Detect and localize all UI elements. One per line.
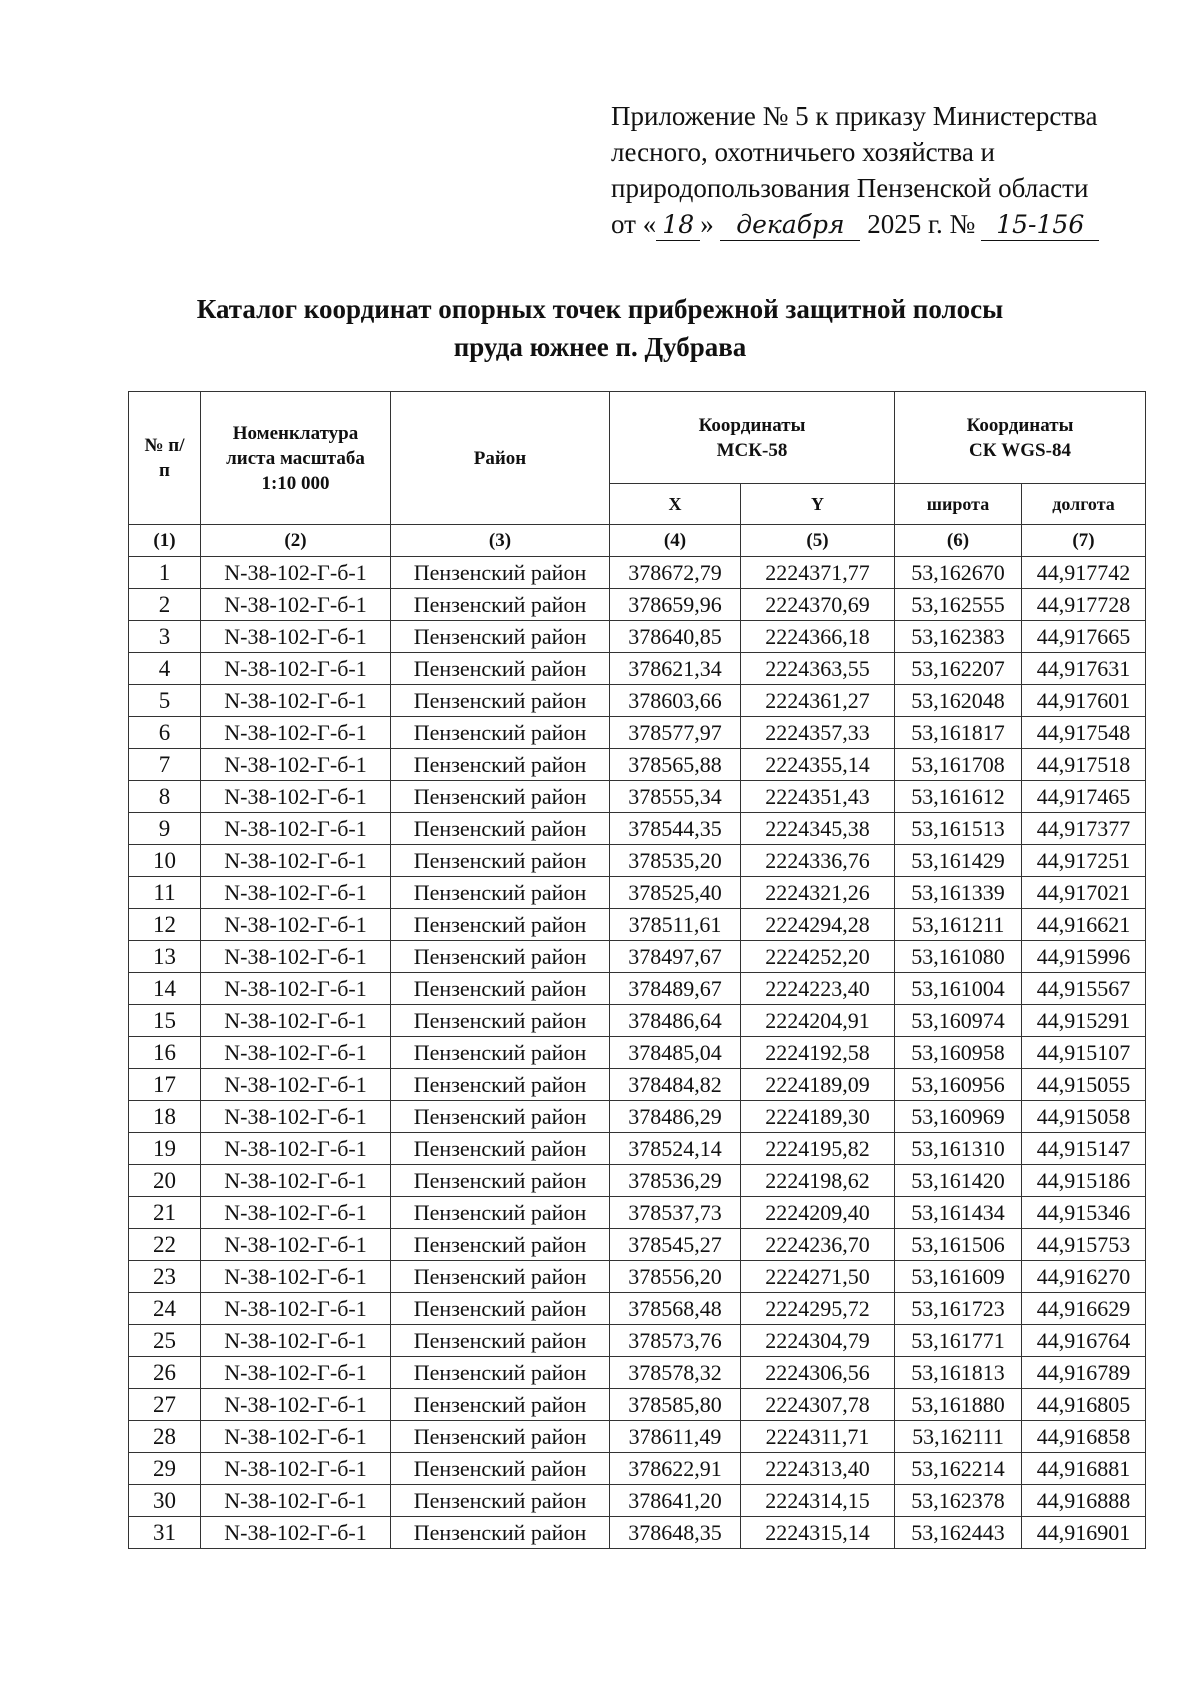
table-row bbox=[129, 1229, 1146, 1261]
table-row bbox=[129, 749, 1146, 781]
sheet-nomenclature-cell: N-38-102-Г-б-1 bbox=[201, 1037, 391, 1069]
msk-y-cell: 2224294,28 bbox=[741, 909, 895, 941]
coordinates-table bbox=[128, 391, 1146, 1549]
point-number-cell: 23 bbox=[129, 1261, 201, 1293]
wgs-latitude-cell: 53,162383 bbox=[895, 621, 1022, 653]
header-district: Район bbox=[391, 392, 610, 525]
table-row bbox=[129, 1485, 1146, 1517]
table-row bbox=[129, 1101, 1146, 1133]
point-number-cell: 10 bbox=[129, 845, 201, 877]
table-row bbox=[129, 1197, 1146, 1229]
wgs-longitude-cell: 44,917742 bbox=[1022, 557, 1146, 589]
point-number-cell: 2 bbox=[129, 589, 201, 621]
wgs-longitude-cell: 44,917465 bbox=[1022, 781, 1146, 813]
header-msk58: Координаты МСК-58 bbox=[610, 392, 895, 484]
district-cell: Пензенский район bbox=[391, 1485, 610, 1517]
sheet-nomenclature-cell: N-38-102-Г-б-1 bbox=[201, 1261, 391, 1293]
wgs-longitude-cell: 44,917728 bbox=[1022, 589, 1146, 621]
district-cell: Пензенский район bbox=[391, 941, 610, 973]
msk-y-cell: 2224311,71 bbox=[741, 1421, 895, 1453]
point-number-cell: 27 bbox=[129, 1389, 201, 1421]
district-cell: Пензенский район bbox=[391, 1261, 610, 1293]
district-cell: Пензенский район bbox=[391, 845, 610, 877]
msk-x-cell: 378536,29 bbox=[610, 1165, 741, 1197]
district-cell: Пензенский район bbox=[391, 1421, 610, 1453]
table-row bbox=[129, 1293, 1146, 1325]
wgs-longitude-cell: 44,917631 bbox=[1022, 653, 1146, 685]
table-row bbox=[129, 1165, 1146, 1197]
district-cell: Пензенский район bbox=[391, 1133, 610, 1165]
wgs-longitude-cell: 44,917665 bbox=[1022, 621, 1146, 653]
msk-x-cell: 378535,20 bbox=[610, 845, 741, 877]
msk-y-cell: 2224351,43 bbox=[741, 781, 895, 813]
table-row bbox=[129, 1517, 1146, 1549]
district-cell: Пензенский район bbox=[391, 1325, 610, 1357]
point-number-cell: 9 bbox=[129, 813, 201, 845]
msk-x-cell: 378603,66 bbox=[610, 685, 741, 717]
wgs-longitude-cell: 44,915753 bbox=[1022, 1229, 1146, 1261]
msk-x-cell: 378497,67 bbox=[610, 941, 741, 973]
district-cell: Пензенский район bbox=[391, 1293, 610, 1325]
wgs-latitude-cell: 53,162378 bbox=[895, 1485, 1022, 1517]
msk-x-cell: 378648,35 bbox=[610, 1517, 741, 1549]
sheet-nomenclature-cell: N-38-102-Г-б-1 bbox=[201, 1133, 391, 1165]
point-number-cell: 17 bbox=[129, 1069, 201, 1101]
district-cell: Пензенский район bbox=[391, 1069, 610, 1101]
column-number-cell: (1) bbox=[129, 525, 201, 557]
wgs-longitude-cell: 44,916805 bbox=[1022, 1389, 1146, 1421]
wgs-latitude-cell: 53,161708 bbox=[895, 749, 1022, 781]
msk-y-cell: 2224313,40 bbox=[741, 1453, 895, 1485]
district-cell: Пензенский район bbox=[391, 973, 610, 1005]
table-row bbox=[129, 877, 1146, 909]
msk-x-cell: 378621,34 bbox=[610, 653, 741, 685]
point-number-cell: 1 bbox=[129, 557, 201, 589]
sheet-nomenclature-cell: N-38-102-Г-б-1 bbox=[201, 717, 391, 749]
msk-y-cell: 2224307,78 bbox=[741, 1389, 895, 1421]
msk-x-cell: 378556,20 bbox=[610, 1261, 741, 1293]
district-cell: Пензенский район bbox=[391, 1037, 610, 1069]
wgs-latitude-cell: 53,162048 bbox=[895, 685, 1022, 717]
wgs-longitude-cell: 44,916629 bbox=[1022, 1293, 1146, 1325]
district-cell: Пензенский район bbox=[391, 1229, 610, 1261]
district-cell: Пензенский район bbox=[391, 1101, 610, 1133]
approval-date-line bbox=[611, 206, 1171, 242]
district-cell: Пензенский район bbox=[391, 781, 610, 813]
msk-y-cell: 2224336,76 bbox=[741, 845, 895, 877]
msk-x-cell: 378484,82 bbox=[610, 1069, 741, 1101]
wgs-latitude-cell: 53,161339 bbox=[895, 877, 1022, 909]
district-cell: Пензенский район bbox=[391, 621, 610, 653]
wgs-latitude-cell: 53,162207 bbox=[895, 653, 1022, 685]
wgs-longitude-cell: 44,917377 bbox=[1022, 813, 1146, 845]
district-cell: Пензенский район bbox=[391, 1517, 610, 1549]
wgs-latitude-cell: 53,162443 bbox=[895, 1517, 1022, 1549]
point-number-cell: 8 bbox=[129, 781, 201, 813]
msk-y-cell: 2224204,91 bbox=[741, 1005, 895, 1037]
district-cell: Пензенский район bbox=[391, 909, 610, 941]
point-number-cell: 13 bbox=[129, 941, 201, 973]
msk-y-cell: 2224371,77 bbox=[741, 557, 895, 589]
msk-x-cell: 378485,04 bbox=[610, 1037, 741, 1069]
wgs-longitude-cell: 44,916270 bbox=[1022, 1261, 1146, 1293]
district-cell: Пензенский район bbox=[391, 557, 610, 589]
wgs-longitude-cell: 44,916888 bbox=[1022, 1485, 1146, 1517]
table-row bbox=[129, 621, 1146, 653]
wgs-latitude-cell: 53,161429 bbox=[895, 845, 1022, 877]
table-row bbox=[129, 1325, 1146, 1357]
msk-y-cell: 2224321,26 bbox=[741, 877, 895, 909]
wgs-longitude-cell: 44,915567 bbox=[1022, 973, 1146, 1005]
wgs-longitude-cell: 44,915346 bbox=[1022, 1197, 1146, 1229]
document-title bbox=[150, 290, 1050, 366]
table-row bbox=[129, 1037, 1146, 1069]
table-row bbox=[129, 1069, 1146, 1101]
wgs-longitude-cell: 44,915291 bbox=[1022, 1005, 1146, 1037]
msk-y-cell: 2224361,27 bbox=[741, 685, 895, 717]
year-text: 2025 г. № bbox=[867, 209, 976, 239]
wgs-longitude-cell: 44,915055 bbox=[1022, 1069, 1146, 1101]
point-number-cell: 28 bbox=[129, 1421, 201, 1453]
approval-line-1: Приложение № 5 к приказу Министерства bbox=[611, 101, 1098, 131]
district-cell: Пензенский район bbox=[391, 685, 610, 717]
wgs-latitude-cell: 53,160958 bbox=[895, 1037, 1022, 1069]
msk-y-cell: 2224198,62 bbox=[741, 1165, 895, 1197]
column-number-cell: (7) bbox=[1022, 525, 1146, 557]
msk-x-cell: 378544,35 bbox=[610, 813, 741, 845]
column-number-cell: (5) bbox=[741, 525, 895, 557]
msk-y-cell: 2224192,58 bbox=[741, 1037, 895, 1069]
sheet-nomenclature-cell: N-38-102-Г-б-1 bbox=[201, 877, 391, 909]
msk-y-cell: 2224363,55 bbox=[741, 653, 895, 685]
msk-x-cell: 378611,49 bbox=[610, 1421, 741, 1453]
wgs-latitude-cell: 53,161513 bbox=[895, 813, 1022, 845]
wgs-longitude-cell: 44,916901 bbox=[1022, 1517, 1146, 1549]
sheet-nomenclature-cell: N-38-102-Г-б-1 bbox=[201, 1069, 391, 1101]
title-line-1: Каталог координат опорных точек прибрежной защитной полосы bbox=[196, 294, 1004, 324]
point-number-cell: 6 bbox=[129, 717, 201, 749]
wgs-longitude-cell: 44,917548 bbox=[1022, 717, 1146, 749]
msk-x-cell: 378568,48 bbox=[610, 1293, 741, 1325]
sheet-nomenclature-cell: N-38-102-Г-б-1 bbox=[201, 557, 391, 589]
wgs-latitude-cell: 53,161612 bbox=[895, 781, 1022, 813]
wgs-latitude-cell: 53,161609 bbox=[895, 1261, 1022, 1293]
handwritten-day: 18 bbox=[656, 210, 700, 241]
wgs-longitude-cell: 44,915186 bbox=[1022, 1165, 1146, 1197]
wgs-latitude-cell: 53,161723 bbox=[895, 1293, 1022, 1325]
msk-y-cell: 2224370,69 bbox=[741, 589, 895, 621]
approval-line-2: лесного, охотничьего хозяйства и bbox=[611, 137, 995, 167]
sheet-nomenclature-cell: N-38-102-Г-б-1 bbox=[201, 1293, 391, 1325]
point-number-cell: 24 bbox=[129, 1293, 201, 1325]
table-row bbox=[129, 845, 1146, 877]
sheet-nomenclature-cell: N-38-102-Г-б-1 bbox=[201, 1357, 391, 1389]
point-number-cell: 12 bbox=[129, 909, 201, 941]
wgs-longitude-cell: 44,915147 bbox=[1022, 1133, 1146, 1165]
table-row bbox=[129, 589, 1146, 621]
sheet-nomenclature-cell: N-38-102-Г-б-1 bbox=[201, 1229, 391, 1261]
header-num: № п/п bbox=[129, 392, 201, 525]
column-number-cell: (2) bbox=[201, 525, 391, 557]
sheet-nomenclature-cell: N-38-102-Г-б-1 bbox=[201, 941, 391, 973]
msk-y-cell: 2224357,33 bbox=[741, 717, 895, 749]
sheet-nomenclature-cell: N-38-102-Г-б-1 bbox=[201, 685, 391, 717]
header-y: Y bbox=[741, 484, 895, 525]
point-number-cell: 18 bbox=[129, 1101, 201, 1133]
point-number-cell: 14 bbox=[129, 973, 201, 1005]
wgs-longitude-cell: 44,915107 bbox=[1022, 1037, 1146, 1069]
msk-y-cell: 2224189,09 bbox=[741, 1069, 895, 1101]
msk-x-cell: 378672,79 bbox=[610, 557, 741, 589]
msk-x-cell: 378489,67 bbox=[610, 973, 741, 1005]
msk-y-cell: 2224271,50 bbox=[741, 1261, 895, 1293]
wgs-latitude-cell: 53,161506 bbox=[895, 1229, 1022, 1261]
district-cell: Пензенский район bbox=[391, 1389, 610, 1421]
sheet-nomenclature-cell: N-38-102-Г-б-1 bbox=[201, 781, 391, 813]
sheet-nomenclature-cell: N-38-102-Г-б-1 bbox=[201, 845, 391, 877]
point-number-cell: 4 bbox=[129, 653, 201, 685]
msk-x-cell: 378578,32 bbox=[610, 1357, 741, 1389]
sheet-nomenclature-cell: N-38-102-Г-б-1 bbox=[201, 1325, 391, 1357]
msk-x-cell: 378555,34 bbox=[610, 781, 741, 813]
table-row bbox=[129, 781, 1146, 813]
msk-x-cell: 378622,91 bbox=[610, 1453, 741, 1485]
msk-y-cell: 2224355,14 bbox=[741, 749, 895, 781]
point-number-cell: 31 bbox=[129, 1517, 201, 1549]
approval-block bbox=[611, 98, 1171, 242]
table-body bbox=[129, 557, 1146, 1549]
msk-x-cell: 378525,40 bbox=[610, 877, 741, 909]
header-longitude: долгота bbox=[1022, 484, 1146, 525]
point-number-cell: 26 bbox=[129, 1357, 201, 1389]
table-row bbox=[129, 557, 1146, 589]
point-number-cell: 19 bbox=[129, 1133, 201, 1165]
approval-line-3: природопользования Пензенской области bbox=[611, 173, 1089, 203]
table-row bbox=[129, 1261, 1146, 1293]
column-number-cell: (6) bbox=[895, 525, 1022, 557]
msk-x-cell: 378573,76 bbox=[610, 1325, 741, 1357]
wgs-longitude-cell: 44,916764 bbox=[1022, 1325, 1146, 1357]
district-cell: Пензенский район bbox=[391, 1165, 610, 1197]
msk-y-cell: 2224236,70 bbox=[741, 1229, 895, 1261]
point-number-cell: 25 bbox=[129, 1325, 201, 1357]
wgs-latitude-cell: 53,161771 bbox=[895, 1325, 1022, 1357]
title-line-2: пруда южнее п. Дубрава bbox=[453, 332, 747, 362]
msk-x-cell: 378659,96 bbox=[610, 589, 741, 621]
table-row bbox=[129, 685, 1146, 717]
wgs-longitude-cell: 44,915996 bbox=[1022, 941, 1146, 973]
table-row bbox=[129, 1421, 1146, 1453]
point-number-cell: 16 bbox=[129, 1037, 201, 1069]
wgs-latitude-cell: 53,161813 bbox=[895, 1357, 1022, 1389]
district-cell: Пензенский район bbox=[391, 877, 610, 909]
wgs-latitude-cell: 53,160956 bbox=[895, 1069, 1022, 1101]
table-row bbox=[129, 1005, 1146, 1037]
wgs-longitude-cell: 44,916858 bbox=[1022, 1421, 1146, 1453]
msk-x-cell: 378486,64 bbox=[610, 1005, 741, 1037]
wgs-latitude-cell: 53,162111 bbox=[895, 1421, 1022, 1453]
sheet-nomenclature-cell: N-38-102-Г-б-1 bbox=[201, 1389, 391, 1421]
wgs-latitude-cell: 53,161310 bbox=[895, 1133, 1022, 1165]
point-number-cell: 21 bbox=[129, 1197, 201, 1229]
sheet-nomenclature-cell: N-38-102-Г-б-1 bbox=[201, 749, 391, 781]
wgs-latitude-cell: 53,161420 bbox=[895, 1165, 1022, 1197]
point-number-cell: 5 bbox=[129, 685, 201, 717]
wgs-latitude-cell: 53,161880 bbox=[895, 1389, 1022, 1421]
msk-x-cell: 378511,61 bbox=[610, 909, 741, 941]
msk-y-cell: 2224295,72 bbox=[741, 1293, 895, 1325]
district-cell: Пензенский район bbox=[391, 1197, 610, 1229]
wgs-longitude-cell: 44,917021 bbox=[1022, 877, 1146, 909]
wgs-longitude-cell: 44,916881 bbox=[1022, 1453, 1146, 1485]
msk-x-cell: 378486,29 bbox=[610, 1101, 741, 1133]
msk-x-cell: 378537,73 bbox=[610, 1197, 741, 1229]
point-number-cell: 22 bbox=[129, 1229, 201, 1261]
table-row bbox=[129, 1453, 1146, 1485]
table-row bbox=[129, 1389, 1146, 1421]
wgs-latitude-cell: 53,162670 bbox=[895, 557, 1022, 589]
header-wgs84: Координаты СК WGS-84 bbox=[895, 392, 1146, 484]
sheet-nomenclature-cell: N-38-102-Г-б-1 bbox=[201, 1421, 391, 1453]
wgs-longitude-cell: 44,915058 bbox=[1022, 1101, 1146, 1133]
msk-x-cell: 378585,80 bbox=[610, 1389, 741, 1421]
sheet-nomenclature-cell: N-38-102-Г-б-1 bbox=[201, 1485, 391, 1517]
table-row bbox=[129, 717, 1146, 749]
msk-x-cell: 378640,85 bbox=[610, 621, 741, 653]
district-cell: Пензенский район bbox=[391, 749, 610, 781]
point-number-cell: 15 bbox=[129, 1005, 201, 1037]
district-cell: Пензенский район bbox=[391, 1453, 610, 1485]
sheet-nomenclature-cell: N-38-102-Г-б-1 bbox=[201, 1101, 391, 1133]
district-cell: Пензенский район bbox=[391, 1357, 610, 1389]
msk-y-cell: 2224189,30 bbox=[741, 1101, 895, 1133]
sheet-nomenclature-cell: N-38-102-Г-б-1 bbox=[201, 1453, 391, 1485]
handwritten-order-number: 15-156 bbox=[981, 210, 1099, 241]
msk-y-cell: 2224315,14 bbox=[741, 1517, 895, 1549]
msk-x-cell: 378565,88 bbox=[610, 749, 741, 781]
wgs-longitude-cell: 44,917518 bbox=[1022, 749, 1146, 781]
wgs-longitude-cell: 44,917251 bbox=[1022, 845, 1146, 877]
msk-x-cell: 378577,97 bbox=[610, 717, 741, 749]
wgs-longitude-cell: 44,916789 bbox=[1022, 1357, 1146, 1389]
table-row bbox=[129, 1357, 1146, 1389]
sheet-nomenclature-cell: N-38-102-Г-б-1 bbox=[201, 589, 391, 621]
table-row bbox=[129, 941, 1146, 973]
table-row bbox=[129, 653, 1146, 685]
sheet-nomenclature-cell: N-38-102-Г-б-1 bbox=[201, 1005, 391, 1037]
wgs-longitude-cell: 44,917601 bbox=[1022, 685, 1146, 717]
header-x: X bbox=[610, 484, 741, 525]
point-number-cell: 11 bbox=[129, 877, 201, 909]
msk-y-cell: 2224306,56 bbox=[741, 1357, 895, 1389]
wgs-latitude-cell: 53,162214 bbox=[895, 1453, 1022, 1485]
date-prefix: от « bbox=[611, 209, 657, 239]
point-number-cell: 3 bbox=[129, 621, 201, 653]
header-latitude: широта bbox=[895, 484, 1022, 525]
table-row bbox=[129, 813, 1146, 845]
sheet-nomenclature-cell: N-38-102-Г-б-1 bbox=[201, 621, 391, 653]
msk-x-cell: 378545,27 bbox=[610, 1229, 741, 1261]
msk-y-cell: 2224223,40 bbox=[741, 973, 895, 1005]
point-number-cell: 20 bbox=[129, 1165, 201, 1197]
column-number-cell: (4) bbox=[610, 525, 741, 557]
msk-x-cell: 378641,20 bbox=[610, 1485, 741, 1517]
msk-y-cell: 2224366,18 bbox=[741, 621, 895, 653]
point-number-cell: 30 bbox=[129, 1485, 201, 1517]
handwritten-month: декабря bbox=[720, 210, 860, 241]
column-number-row bbox=[129, 525, 1146, 557]
wgs-latitude-cell: 53,161080 bbox=[895, 941, 1022, 973]
table-row bbox=[129, 909, 1146, 941]
sheet-nomenclature-cell: N-38-102-Г-б-1 bbox=[201, 1165, 391, 1197]
sheet-nomenclature-cell: N-38-102-Г-б-1 bbox=[201, 813, 391, 845]
wgs-latitude-cell: 53,160974 bbox=[895, 1005, 1022, 1037]
wgs-latitude-cell: 53,161817 bbox=[895, 717, 1022, 749]
district-cell: Пензенский район bbox=[391, 589, 610, 621]
district-cell: Пензенский район bbox=[391, 653, 610, 685]
sheet-nomenclature-cell: N-38-102-Г-б-1 bbox=[201, 909, 391, 941]
wgs-longitude-cell: 44,916621 bbox=[1022, 909, 1146, 941]
district-cell: Пензенский район bbox=[391, 813, 610, 845]
wgs-latitude-cell: 53,162555 bbox=[895, 589, 1022, 621]
date-quote-close: » bbox=[700, 209, 714, 239]
point-number-cell: 7 bbox=[129, 749, 201, 781]
msk-x-cell: 378524,14 bbox=[610, 1133, 741, 1165]
column-number-cell: (3) bbox=[391, 525, 610, 557]
table-row bbox=[129, 973, 1146, 1005]
header-sheet: Номенклатура листа масштаба 1:10 000 bbox=[201, 392, 391, 525]
district-cell: Пензенский район bbox=[391, 717, 610, 749]
msk-y-cell: 2224314,15 bbox=[741, 1485, 895, 1517]
district-cell: Пензенский район bbox=[391, 1005, 610, 1037]
sheet-nomenclature-cell: N-38-102-Г-б-1 bbox=[201, 973, 391, 1005]
msk-y-cell: 2224209,40 bbox=[741, 1197, 895, 1229]
msk-y-cell: 2224304,79 bbox=[741, 1325, 895, 1357]
point-number-cell: 29 bbox=[129, 1453, 201, 1485]
wgs-latitude-cell: 53,161434 bbox=[895, 1197, 1022, 1229]
msk-y-cell: 2224345,38 bbox=[741, 813, 895, 845]
wgs-latitude-cell: 53,161004 bbox=[895, 973, 1022, 1005]
table-row bbox=[129, 1133, 1146, 1165]
sheet-nomenclature-cell: N-38-102-Г-б-1 bbox=[201, 653, 391, 685]
sheet-nomenclature-cell: N-38-102-Г-б-1 bbox=[201, 1517, 391, 1549]
msk-y-cell: 2224195,82 bbox=[741, 1133, 895, 1165]
wgs-latitude-cell: 53,161211 bbox=[895, 909, 1022, 941]
sheet-nomenclature-cell: N-38-102-Г-б-1 bbox=[201, 1197, 391, 1229]
wgs-latitude-cell: 53,160969 bbox=[895, 1101, 1022, 1133]
msk-y-cell: 2224252,20 bbox=[741, 941, 895, 973]
